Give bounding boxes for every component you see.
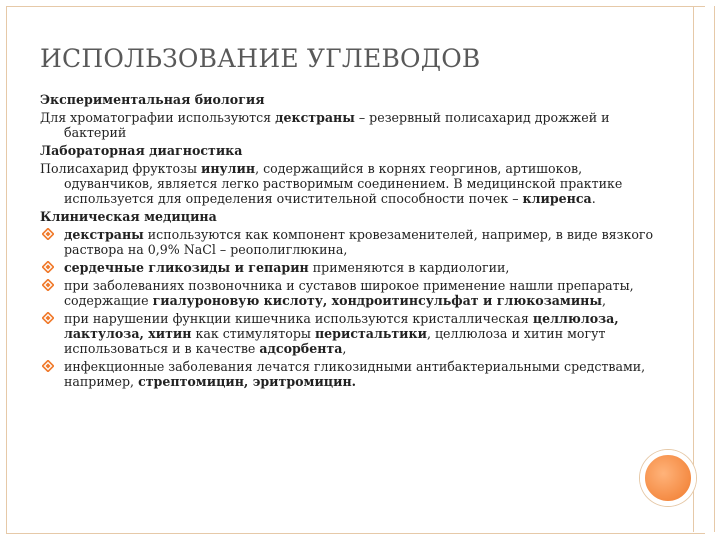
bold-text: инулин (201, 161, 256, 176)
text: . (591, 191, 596, 206)
bold-text: клиренса (522, 191, 592, 206)
text: , (602, 293, 607, 308)
text: при нарушении функции кишечника используются кристаллическая (64, 311, 533, 326)
bold-text: адсорбента (259, 341, 343, 356)
diamond-bullet-icon (42, 312, 54, 324)
list-item (40, 359, 670, 389)
bold-text: стрептомицин, эритромицин. (138, 374, 357, 389)
bold-text: перистальтики (314, 326, 427, 341)
list-item (40, 278, 670, 308)
text: – резервный полисахарид дрожжей и бактерий (64, 110, 610, 140)
text: , (342, 341, 347, 356)
diamond-bullet-icon (42, 360, 54, 372)
text: как стимуляторы (191, 326, 315, 341)
paragraph-lab (40, 161, 670, 206)
diamond-bullet-icon (42, 261, 54, 273)
list-item (40, 311, 670, 356)
text: при заболеваниях позвоночника и суставов широкое применение нашли препараты, содержащие (64, 278, 634, 308)
list-item (40, 260, 670, 275)
bold-text: сердечные гликозиды и гепарин (64, 260, 309, 275)
text: Полисахарид фруктозы (40, 161, 201, 176)
orange-circle-decoration (640, 450, 696, 506)
slide-frame-right-strip (693, 6, 715, 532)
text: , целлюлоза и хитин могут использоваться и в качестве (64, 326, 606, 356)
text: Для хроматографии используются (40, 110, 276, 125)
bold-text: декстраны (275, 110, 355, 125)
list-item (40, 227, 670, 257)
diamond-bullet-icon (42, 279, 54, 291)
diamond-bullet-icon (42, 228, 54, 240)
text: инфекционные заболевания лечатся гликозидными антибактериальными средствами, например, (64, 359, 646, 389)
slide-title: ИСПОЛЬЗОВАНИЕ УГЛЕВОДОВ (40, 44, 481, 73)
section-heading-clin: Клиническая медицина (40, 209, 217, 224)
section-heading-exp: Экспериментальная биология (40, 92, 265, 107)
bold-text: целлюлоза, лактулоза, хитин (64, 311, 619, 341)
slide-body (40, 92, 670, 392)
bold-text: декстраны (64, 227, 144, 242)
paragraph-exp (40, 110, 670, 140)
text: используются как компонент кровезаменителей, например, в виде вязкого раствора на 0,9% NaCl – реополиглюкина, (64, 227, 654, 257)
text: применяются в кардиологии, (308, 260, 510, 275)
section-heading-lab: Лабораторная диагностика (40, 143, 243, 158)
bold-text: гиалуроновую кислоту, хондроитинсульфат и глюкозамины (152, 293, 603, 308)
bullet-list (40, 227, 670, 389)
text: , содержащийся в корнях георгинов, артишоков, одуванчиков, является легко растворимым соединением. В медицинской практике используется для определения очистительной способности почек – (64, 161, 623, 206)
